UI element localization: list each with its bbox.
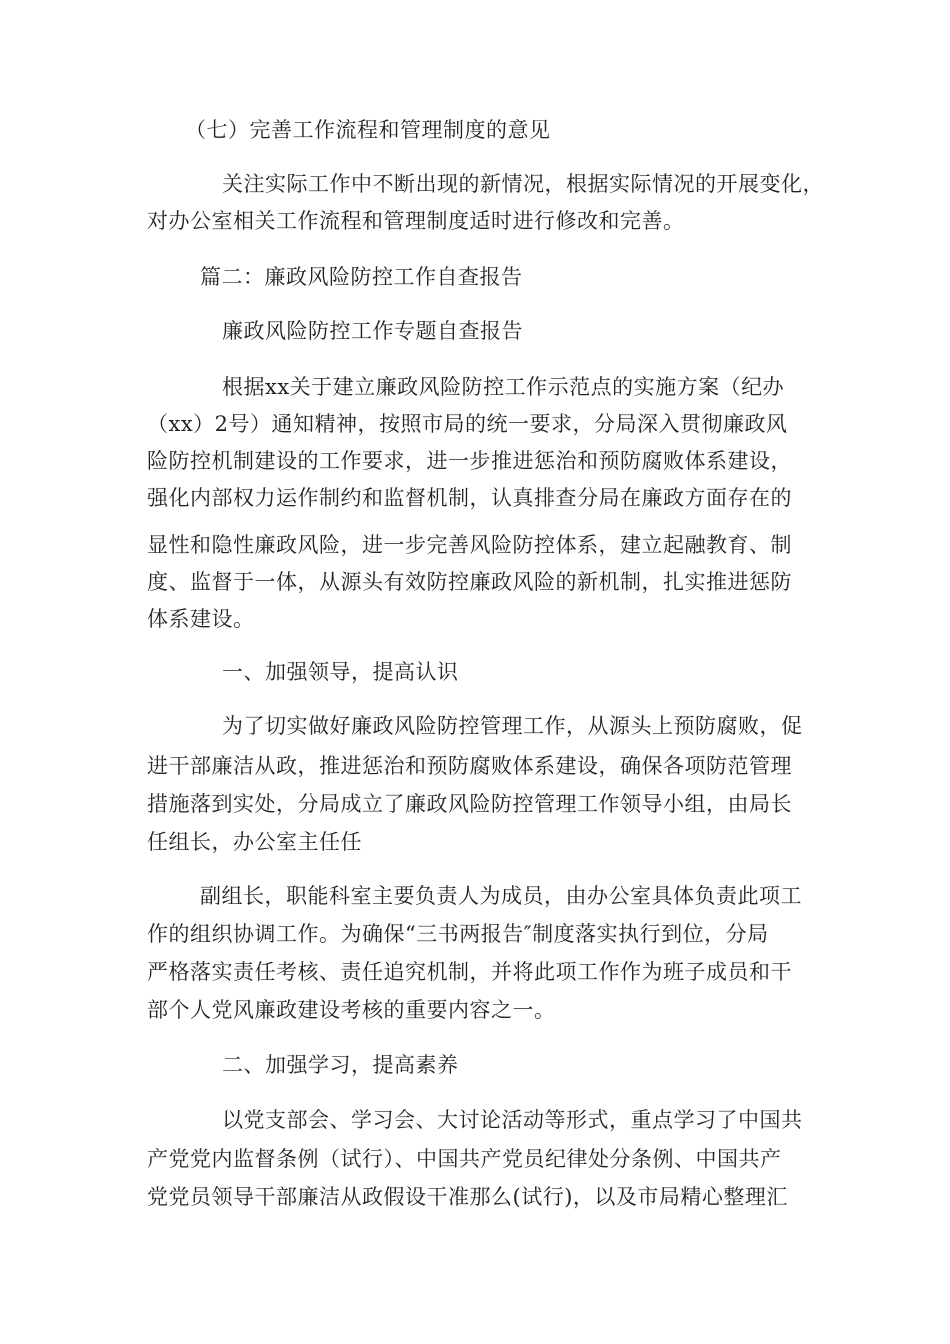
paragraph-line: 关注实际工作中不断出现的新情况，根据实际情况的开展变化， bbox=[222, 172, 824, 196]
paragraph-line: 进干部廉洁从政，推进惩治和预防腐败体系建设，确保各项防范管理 bbox=[147, 754, 792, 778]
section-heading-7: （七）完善工作流程和管理制度的意见 bbox=[185, 118, 551, 142]
paragraph-line: 副组长，职能科室主要负责人为成员，由办公室具体负责此项工 bbox=[200, 884, 802, 908]
report-title: 廉政风险防控工作专题自查报告 bbox=[222, 319, 523, 343]
paragraph-line: 任组长，办公室主任任 bbox=[147, 830, 362, 854]
section-heading-1: 一、加强领导，提高认识 bbox=[222, 660, 459, 684]
paragraph-line: 措施落到实处，分局成立了廉政风险防控管理工作领导小组，由局长 bbox=[147, 792, 792, 816]
paragraph-line: 为了切实做好廉政风险防控管理工作，从源头上预防腐败，促 bbox=[222, 714, 803, 738]
paragraph-line: 显性和隐性廉政风险，进一步完善风险防控体系，建立起融教育、制 bbox=[147, 533, 792, 557]
paragraph-line: 体系建设。 bbox=[147, 607, 255, 631]
paragraph-line: 部个人党风廉政建设考核的重要内容之一。 bbox=[147, 998, 556, 1022]
chapter-title: 篇二：廉政风险防控工作自查报告 bbox=[200, 265, 523, 289]
paragraph-line: 强化内部权力运作制约和监督机制，认真排查分局在廉政方面存在的 bbox=[147, 486, 792, 510]
paragraph-line: 度、监督于一体，从源头有效防控廉政风险的新机制，扎实推进惩防 bbox=[147, 570, 792, 594]
paragraph-line: （xx）2号）通知精神，按照市局的统一要求，分局深入贯彻廉政风 bbox=[147, 412, 788, 436]
paragraph-line: 险防控机制建设的工作要求，进一步推进惩治和预防腐败体系建设， bbox=[147, 449, 792, 473]
paragraph-line: 严格落实责任考核、责任追究机制，并将此项工作作为班子成员和干 bbox=[147, 960, 792, 984]
paragraph-line: 根据xx关于建立廉政风险防控工作示范点的实施方案（纪办 bbox=[222, 375, 785, 399]
paragraph-line: 以党支部会、学习会、大讨论活动等形式，重点学习了中国共 bbox=[222, 1108, 803, 1132]
paragraph-line: 产党党内监督条例（试行）、中国共产党员纪律处分条例、中国共产 bbox=[147, 1147, 782, 1171]
paragraph-line: 作的组织协调工作。为确保“三书两报告″制度落实执行到位，分局 bbox=[147, 922, 769, 946]
section-heading-2: 二、加强学习，提高素养 bbox=[222, 1053, 459, 1077]
paragraph-line: 党党员领导干部廉洁从政假设干准那么(试行)，以及市局精心整理汇 bbox=[147, 1185, 788, 1209]
paragraph-line: 对办公室相关工作流程和管理制度适时进行修改和完善。 bbox=[147, 209, 685, 233]
